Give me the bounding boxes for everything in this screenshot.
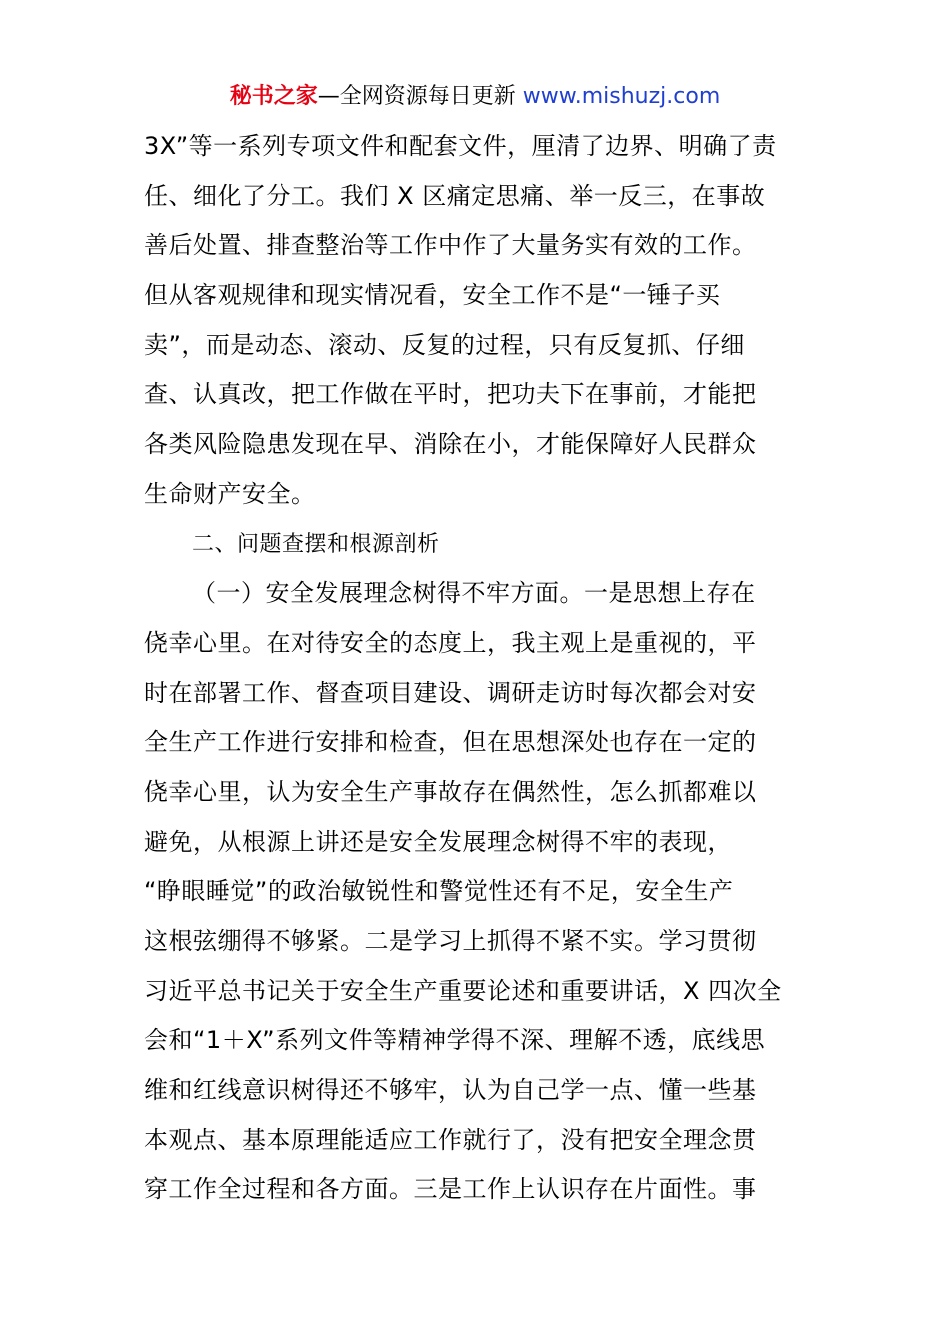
text-line: 避免，从根源上讲还是安全发展理念树得不牢的表现， bbox=[144, 827, 732, 856]
text-line: 侥幸心里。在对待安全的态度上，我主观上是重视的，平 bbox=[144, 628, 757, 657]
text-line: “睁眼睡觉”的政治敏锐性和警觉性还有不足，安全生产 bbox=[144, 877, 734, 906]
text-line: 本观点、基本原理能适应工作就行了，没有把安全理念贯 bbox=[144, 1125, 757, 1154]
paragraph-first-line: （一）安全发展理念树得不牢方面。一是思想上存在 bbox=[192, 579, 756, 608]
text-line: 侥幸心里，认为安全生产事故存在偶然性，怎么抓都难以 bbox=[144, 777, 757, 806]
text-line: 会和“1＋X”系列文件等精神学得不深、理解不透，底线思 bbox=[144, 1026, 766, 1055]
text-line: 穿工作全过程和各方面。三是工作上认识存在片面性。事 bbox=[144, 1175, 757, 1204]
text-line: 时在部署工作、督查项目建设、调研走访时每次都会对安 bbox=[144, 678, 757, 707]
header-tagline: —全网资源每日更新 bbox=[317, 84, 523, 109]
text-line: 但从客观规律和现实情况看，安全工作不是“一锤子买 bbox=[144, 281, 721, 310]
text-line: 这根弦绷得不够紧。二是学习上抓得不紧不实。学习贯彻 bbox=[144, 927, 757, 955]
site-url-link[interactable]: www.mishuzj.com bbox=[522, 84, 721, 109]
document-body bbox=[144, 122, 824, 1215]
text-line: 习近平总书记关于安全生产重要论述和重要讲话，X 四次全 bbox=[144, 976, 782, 1005]
text-line: 全生产工作进行安排和检查，但在思想深处也存在一定的 bbox=[144, 728, 757, 757]
text-line: 查、认真改，把工作做在平时，把功夫下在事前，才能把 bbox=[144, 380, 757, 409]
text-line: 卖”，而是动态、滚动、反复的过程，只有反复抓、仔细 bbox=[144, 330, 745, 359]
text-line: 3X”等一系列专项文件和配套文件，厘清了边界、明确了责 bbox=[144, 132, 777, 160]
section-heading: 二、问题查摆和根源剖析 bbox=[192, 531, 440, 557]
text-line: 善后处置、排查整治等工作中作了大量务实有效的工作。 bbox=[144, 231, 757, 260]
text-line: 各类风险隐患发现在早、消除在小，才能保障好人民群众 bbox=[144, 430, 757, 459]
text-line: 生命财产安全。 bbox=[144, 479, 316, 508]
brand-name: 秘书之家 bbox=[229, 84, 318, 109]
text-line: 任、细化了分工。我们 X 区痛定思痛、举一反三，在事故 bbox=[144, 181, 766, 210]
site-header bbox=[0, 80, 950, 114]
text-line: 维和红线意识树得还不够牢，认为自己学一点、懂一些基 bbox=[144, 1076, 757, 1105]
